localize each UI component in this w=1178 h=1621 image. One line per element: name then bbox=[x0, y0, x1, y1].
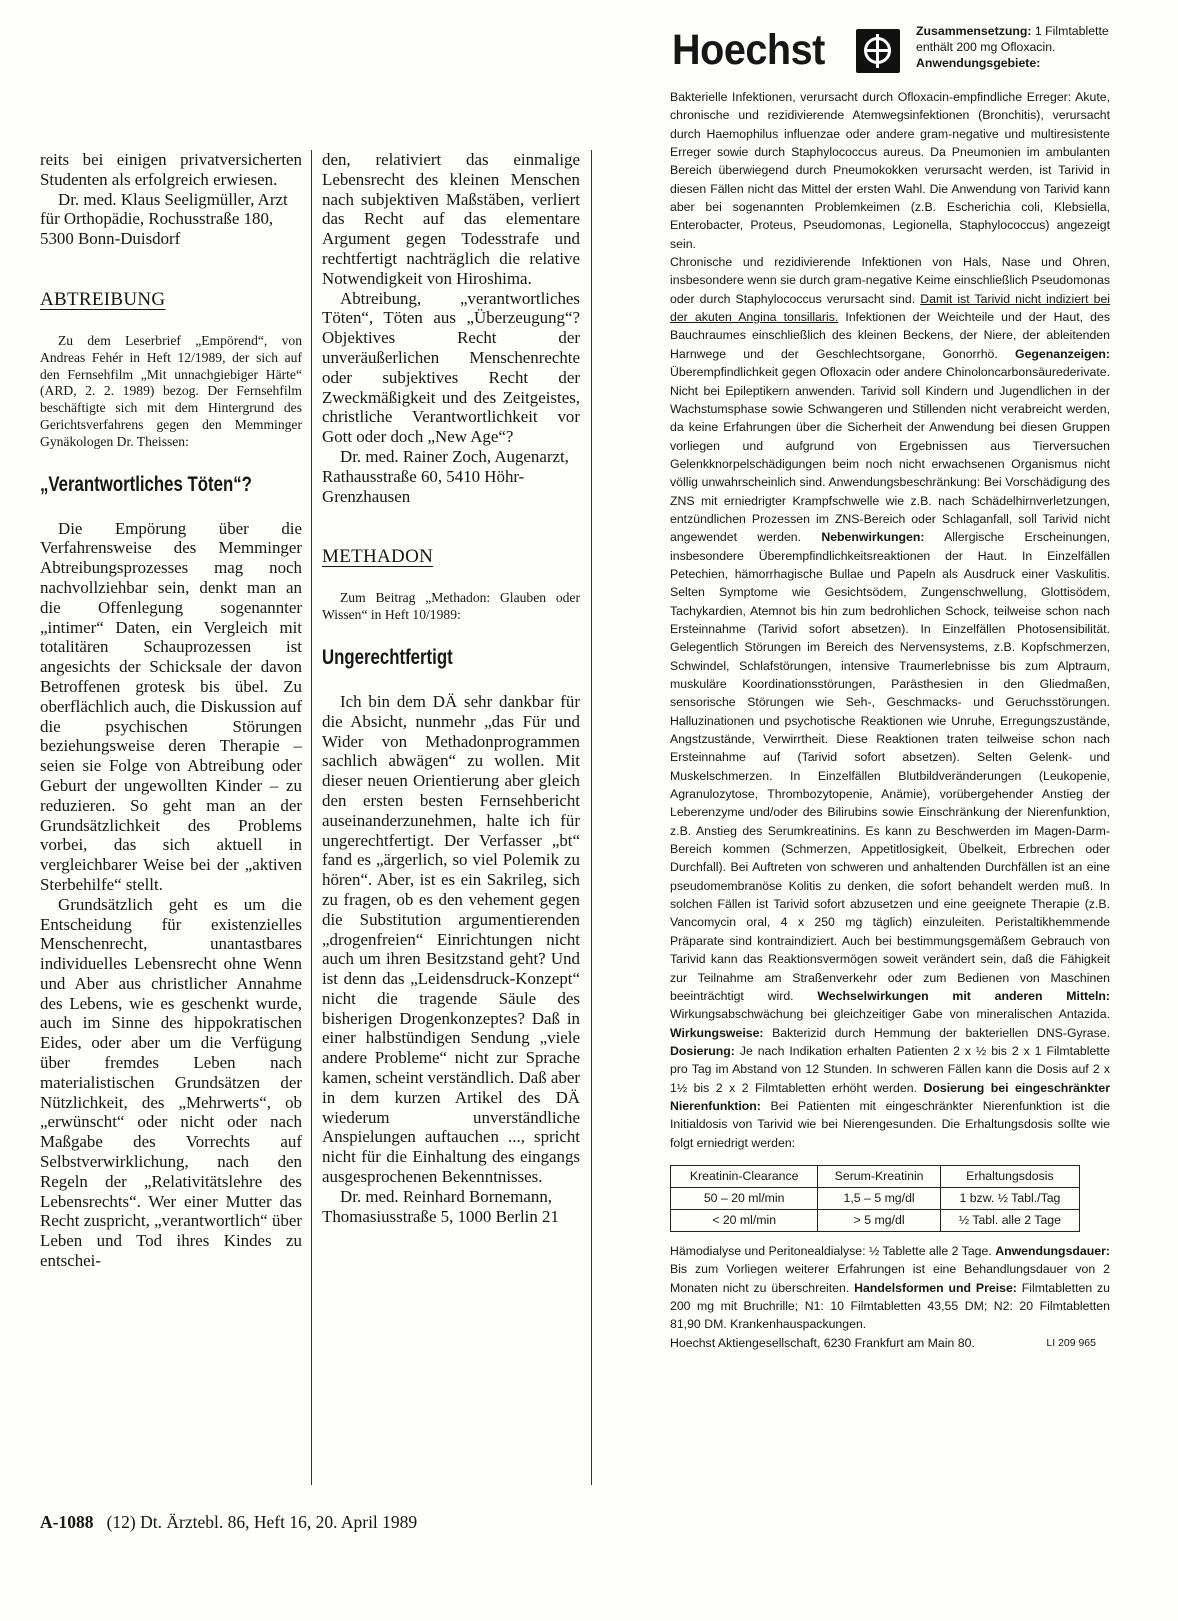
letter-signature: Dr. med. Rainer Zoch, Augenarzt, Rathausstraße 60, 5410 Höhr-Grenzhausen bbox=[322, 446, 569, 506]
hoechst-logo-icon bbox=[856, 29, 900, 73]
company-address: Hoechst Aktiengesellschaft, 6230 Frankfurt am Main 80. bbox=[670, 1335, 975, 1350]
table-cell: ½ Tabl. alle 2 Tage bbox=[940, 1209, 1079, 1231]
letter-intro: Zum Beitrag „Methadon: Glauben oder Wissen“ in Heft 10/1989: bbox=[322, 590, 580, 623]
dosage-table bbox=[670, 1165, 1080, 1232]
letter-paragraph: Ich bin dem DÄ sehr dankbar für die Absicht, nunmehr „das Für und Wider von Methadonprogrammen sachlich abwägen“ zu wollen. Mit dieser neuen Orientierung aber gleich den ersten besten Fernsehbericht auseinanderzunehmen, halte ich für ungerechtfertigt. Der Verfasser „bt“ fand es „ärgerlich, so viel Polemik zu hören“. Aber, ist es ein Sakrileg, sich zu fragen, ob es den vehement gegen die Substitution argumentierenden „drogenfreien“ Einrichtungen nicht auch um ihren Besitzstand geht? Und ist denn das „Leidensdruck-Konzept“ nicht die tragende Säule des bisherigen Drogenkonzeptes? Daß in einer halbstündigen Sendung „viele andere Probleme“ nicht zur Sprache kamen, scheint verständlich. Daß aber in dem kurzen Artikel des DÄ wiederum unverständliche Anspielungen auftauchen ..., spricht nicht für die Einhaltung des eingangs ausgesprochenen Bekenntnisses. bbox=[322, 691, 580, 1187]
letters-column-1 bbox=[40, 150, 302, 1271]
table-cell: 1,5 – 5 mg/dl bbox=[818, 1187, 941, 1209]
ad-body: Bakterielle Infektionen, verursacht durch Ofloxacin-empfindliche Erreger: Akute, chronische und rezidivierende Atemwegsinfektionen (Bronchitis), verursacht durch Haemophilus influenzae oder andere gram-negative und multiresistente Erreger sowie durch Staphylococcus aureus. Da Pneumonien im ambulanten Bereich überwiegend durch Pneumokokken verursacht werden, ist Tarivid in diesen Fällen nicht das Mittel der ersten Wahl. Die Anwendung von Tarivid kann aber bei sogenannten Problemkeimen (z.B. Escherichia coli, Klebsiella, Enterobacter, Proteus, Pseudomonas, Legionella, Staphylococcus) angezeigt sein. Chronische und rezidivierende Infektionen von Hals, Nase und Ohren, insbesondere wenn sie durch gram-negative Keime einschließlich Pseudomonas oder durch Staphylococcus verursacht sind. Damit ist Tarivid nicht indiziert bei der akuten Angina tonsillaris. Infektionen der Weichteile und der Haut, des Bauchraumes einschließlich des kleinen Beckens, der Niere, der ableitenden Harnwege und der Geschlechtsorgane, Gonorrhö. Gegenanzeigen: Überempfindlichkeit gegen Ofloxacin oder andere Chinoloncarbonsäurederivate. Nicht bei Epileptikern anwenden. Tarivid soll Kindern und Jugendlichen in der Wachstumsphase sowie Schwangeren und Stillenden nicht verabreicht werden, da keine Erfahrungen über die Sicherheit der Anwendung bei diesen Gruppen vorliegen und aufgrund von Ergebnissen aus Tierversuchen Gelenkknorpelschädigungen beim noch nicht erwachsenen Organismus nicht völlig unwahrscheinlich sind. Anwendungsbeschränkung: Bei Vorschädigung des ZNS mit erniedrigter Krampfschwelle wie z.B. nach Schädelhirnverletzungen, entzündlichen Prozessen im ZNS-Bereich oder Schlaganfall, soll Tarivid nicht angewendet werden. Nebenwirkungen: Allergische Erscheinungen, insbesondere Überempfindlichkeitsreaktionen der Haut. In Einzelfällen Petechien, hämorrhagische Bullae und Papeln als Ausdruck einer Vaskulitis. Selten Symptome wie Gesichtsödem, Zungenschwellung, Glottisödem, Tachykardien, Atemnot bis hin zum bedrohlichen Schock, teilweise schon nach Ersteinnahme (Tarivid sofort absetzen). In Einzelfällen Photosensibilität. Gelegentlich Störungen im Bereich des Nervensystems, z.B. Kopfschmerzen, Schwindel, Schlafstörungen, intensive Traumerlebnisse bis zum Alptraum, muskuläre Koordinationsstörungen, Parästhesien in den Gliedmaßen, sensorische Störungen wie Seh-, Geschmacks- und Geruchsstörungen. Halluzinationen und psychotische Reaktionen wie Unruhe, Erregungszustände, Angstzustände, Verwirrtheit. Diese Reaktionen traten teilweise schon nach Ersteinnahme auf (Tarivid sofort absetzen). Selten Gelenk- und Muskelschmerzen. In Einzelfällen Blutbildveränderungen (Leukopenie, Agranulozytose, Thrombozytopenie, Anämie), vorübergehender Anstieg der Leberenzyme und/oder des Bilirubins sowie Einschränkung der Nierenfunktion, z.B. Anstieg des Serumkreatinins. Es kann zu Beschwerden im Magen-Darm-Bereich kommen (Schmerzen, Appetitlosigkeit, Übelkeit, Erbrechen oder Durchfall). Bei Auftreten von schweren und anhaltenden Durchfällen ist an eine pseudomembranöse Kolitis zu denken, die sofort behandelt werden muß. In solchen Fällen ist Tarivid sofort abzusetzen und eine geeignete Therapie (z.B. Vancomycin oral, 4 x 250 mg täglich) einzuleiten. Peristaltikhemmende Präparate sind kontraindiziert. Auch bei bestimmungsgemäßem Gebrauch von Tarivid kann das Reaktionsvermögen soweit verändert sein, daß die Fähigkeit zur Teilnahme am Straßenverkehr oder zum Bedienen von Maschinen beeinträchtigt wird. Wechselwirkungen mit anderen Mitteln: Wirkungsabschwächung bei gleichzeitiger Gabe von mineralischen Antazida. Wirkungsweise: Bakterizid durch Hemmung der bakteriellen DNS-Gyrase. Dosierung: Je nach Indikation erhalten Patienten 2 x ½ bis 2 x 1 Filmtablette pro Tag im Abstand von 12 Stunden. In schweren Fällen kann die Dosis auf 2 x 1½ bis 2 x 2 Filmtabletten erhöht werden. Dosierung bei eingeschränkter Nierenfunktion: Bei Patienten mit eingeschränkter Nierenfunktion ist die Initialdosis von Tarivid wie bei Nierengesunden. Die Erhaltungsdosis sollte wie folgt erniedrigt werden: Kreatinin-Clearance Serum-Kreatinin Erhaltungsdosis 50 – 20 ml/min 1,5 – 5 mg/dl 1 bzw. ½ Tabl./Tag < 20 ml/min > 5 mg/dl ½ Tabl. alle 2 Tage Hämodialyse und Peritonealdialyse: ½ Tablette alle 2 Tage. Anwendungsdauer: Bis zum Vorliegen weiterer Erfahrungen ist eine Behandlungsdauer von 2 Monaten nicht zu überschreiten. Handelsformen und Preise: Filmtabletten zu 200 mg mit Bruchrille; N1: 10 Filmtabletten 43,55 DM; N2: 20 Filmtabletten 81,90 DM. Krankenhauspackungen. Hoechst Aktiengesellschaft, 6230 Frankfurt am Main 80. LI 209 965 bbox=[670, 88, 1110, 1352]
ad-code: LI 209 965 bbox=[1046, 1336, 1096, 1349]
letter-headline: Ungerechtfertigt bbox=[322, 645, 453, 669]
letter-paragraph: Die Empörung über die Verfahrensweise des Memminger Abtreibungsprozesses mag noch nachvollziehbar sein, denkt man an die Offenlegung sogenannter „intimer“ Daten, ein Vergleich mit totalitären Schauprozessen ist angesichts der Schicksale der davon Betroffenen grotesk bis übel. Zu oberflächlich auch, die Diskussion auf die psychischen Störungen beziehungsweise deren Therapie – seien sie Folge von Abtreibung oder Geburt der ungewollten Kinder – zu reduzieren. So geht man an der Grundsätzlichkeit des Problems vorbei, das sich aktuell in vergleichbarer Weise bei der „aktiven Sterbehilfe“ stellt. bbox=[40, 518, 302, 894]
page-footer bbox=[40, 1512, 417, 1533]
column-divider-2 bbox=[591, 150, 592, 1485]
journal-reference: (12) Dt. Ärztebl. 86, Heft 16, 20. April 1989 bbox=[106, 1512, 418, 1532]
composition-text: Zusammensetzung: 1 Filmtablette enthält 200 mg Ofloxacin. Anwendungsgebiete: bbox=[916, 24, 1109, 70]
table-cell: > 5 mg/dl bbox=[818, 1209, 941, 1231]
section-heading-methadon: METHADON bbox=[322, 546, 434, 568]
table-row bbox=[671, 1187, 1080, 1209]
table-header-cell: Kreatinin-Clearance bbox=[671, 1165, 818, 1187]
table-cell: 1 bzw. ½ Tabl./Tag bbox=[940, 1187, 1079, 1209]
table-header-row bbox=[671, 1165, 1080, 1187]
table-header-cell: Serum-Kreatinin bbox=[818, 1165, 941, 1187]
letter-continuation: reits bei einigen privatversicherten Studenten als erfolgreich erwiesen. bbox=[40, 150, 302, 189]
letter-paragraph: Grundsätzlich geht es um die Entscheidung für existenzielles Menschenrecht, unantastbares individuelles Lebensrecht ohne Wenn und Aber aus christlicher Annahme des Lebens, wie es geschenkt wurde, auch im Sinne des hippokratischen Eides, oder aber um die Verfügung über fremdes Leben nach materialistischen Grundsätzen der Nützlichkeit, des „Mehrwerts“, ob „erwünscht“ oder nicht oder nach Maßgabe des Vorrechts auf Selbstverwirklichung, nach den Regeln der „Relativitätslehre des Lebensrechts“. Wer einer Mutter das Recht zuspricht, „verantwortlich“ über Leben und Tod ihres Kindes zu entschei- bbox=[40, 894, 302, 1271]
letter-intro: Zu dem Leserbrief „Empörend“, von Andreas Fehér in Heft 12/1989, der sich auf den Fernsehfilm „Mit unnachgiebiger Härte“ (ARD, 2. 2. 1989) bezog. Der Fernsehfilm beschäftigte sich mit dem Hintergrund des Gerichtsverfahrens gegen den Memminger Gynäkologen Dr. Theissen: bbox=[40, 332, 302, 449]
table-header-cell: Erhaltungsdosis bbox=[940, 1165, 1079, 1187]
letter-headline: „Verantwortliches Töten“? bbox=[40, 472, 252, 496]
letters-column-2 bbox=[322, 150, 580, 1226]
letter-signature: Dr. med. Klaus Seeligmüller, Arzt für Orthopädie, Rochusstraße 180, 5300 Bonn-Duisdorf bbox=[40, 189, 288, 249]
page-number: A-1088 bbox=[40, 1512, 94, 1532]
table-cell: 50 – 20 ml/min bbox=[671, 1187, 818, 1209]
column-divider-1 bbox=[311, 150, 312, 1485]
table-row bbox=[671, 1209, 1080, 1231]
hoechst-advertisement bbox=[670, 18, 1110, 1352]
brand-name: Hoechst bbox=[672, 26, 825, 74]
section-heading-abtreibung: ABTREIBUNG bbox=[40, 288, 166, 310]
letter-paragraph: den, relativiert das einmalige Lebensrecht des kleinen Menschen nach subjektiven Maßstäben, verliert das Recht auf das elementare Argument gegen Todesstrafe und rechtfertigt nachträglich die relative Notwendigkeit von Hiroshima. bbox=[322, 150, 580, 288]
letter-paragraph: Abtreibung, „verantwortliches Töten“, Töten aus „Überzeugung“? Objektives Recht der unveräußerlichen Menschenrechte oder subjektives Recht der Zweckmäßigkeit und des Zeitgeistes, christliche Verantwortlichkeit vor Gott oder doch „New Age“? bbox=[322, 288, 580, 447]
ad-header bbox=[670, 18, 1110, 88]
letter-signature: Dr. med. Reinhard Bornemann, Thomasiusstraße 5, 1000 Berlin 21 bbox=[322, 1186, 559, 1226]
table-cell: < 20 ml/min bbox=[671, 1209, 818, 1231]
